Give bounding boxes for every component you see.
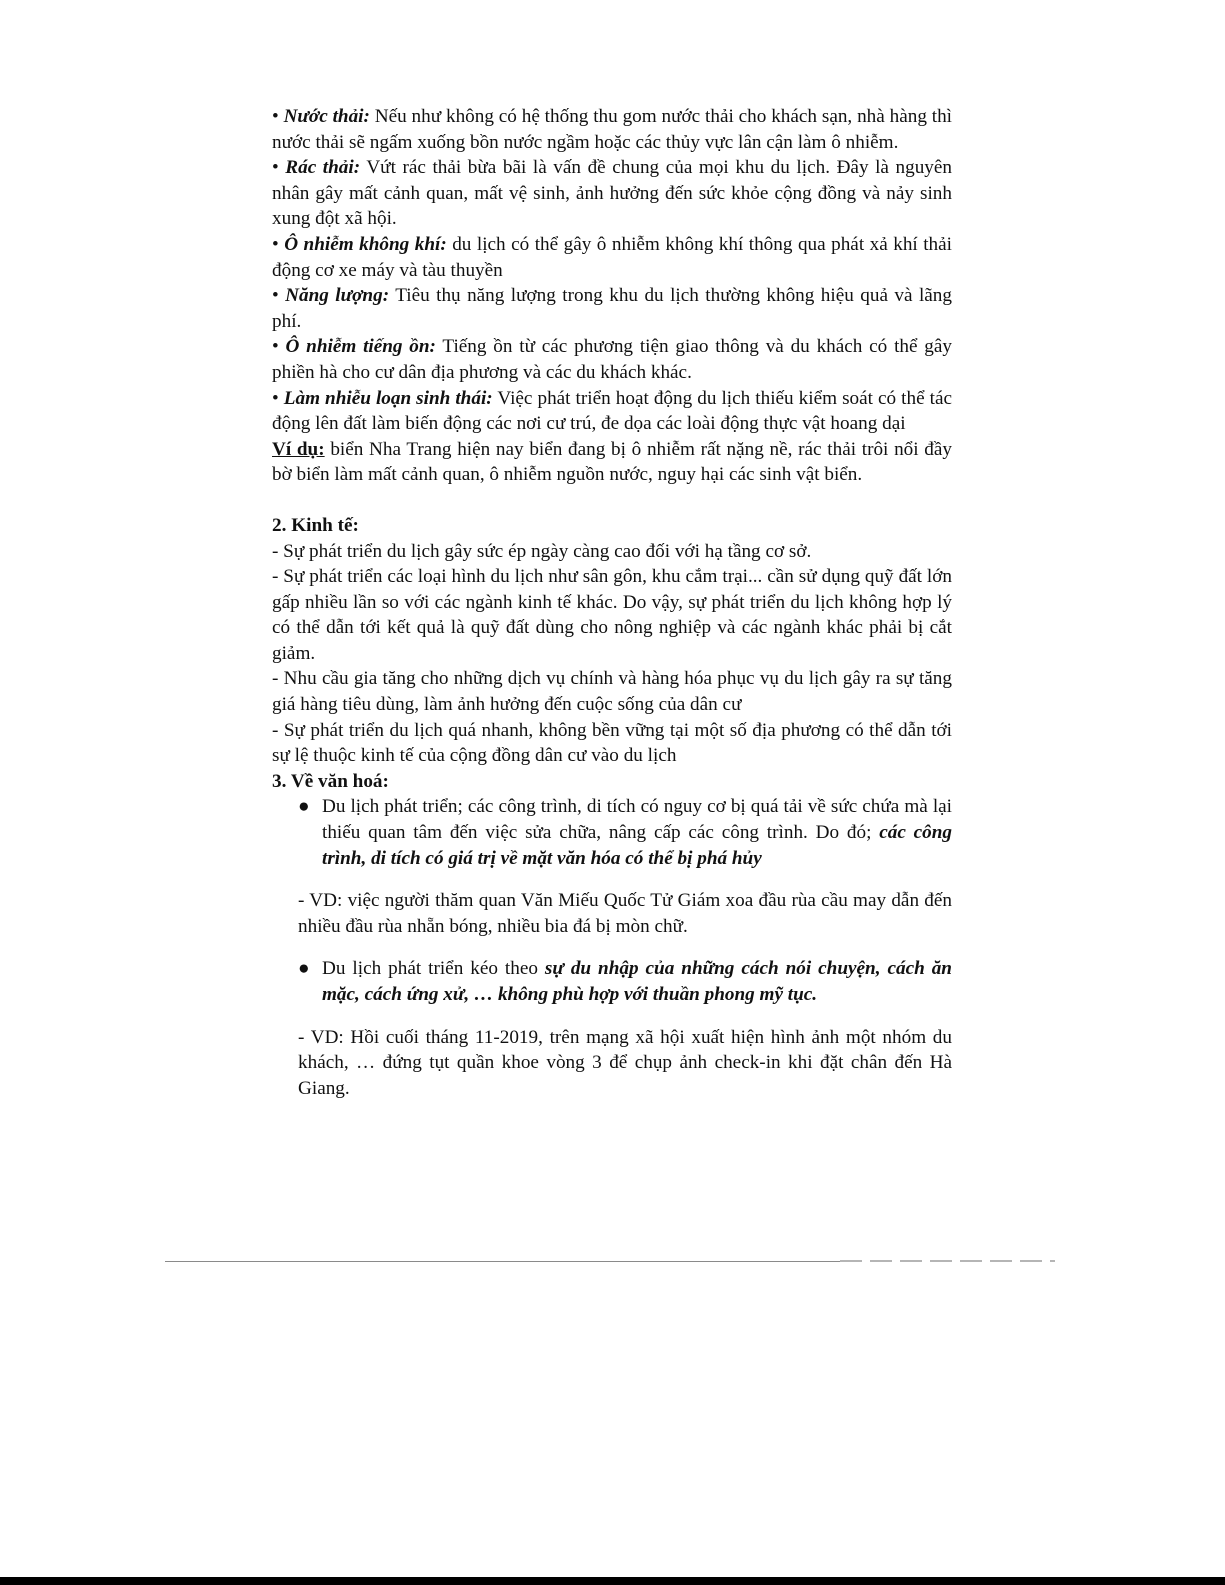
env-garbage-paragraph: • Rác thải: Vứt rác thải bừa bãi là vấn đề chung của mọi khu du lịch. Đây là nguyên nhân gây mất cảnh quan, mất vệ sinh, ảnh hưởng đến sức khỏe cộng đồng và nảy sinh xung đột xã hội.	[272, 157, 953, 230]
culture-heading: 3. Về văn hoá:	[272, 770, 389, 792]
example-text: biển Nha Trang hiện nay biển đang bị ô nhiễm rất nặng nề, rác thải trôi nổi đầy bờ biển làm mất cảnh quan, ô nhiễm nguồn nước, nguy hại các sinh vật biển.	[272, 438, 952, 486]
culture-bullet-2	[272, 956, 952, 1007]
footer-divider	[165, 1261, 840, 1262]
env-wastewater-text: Nếu như không có hệ thống thu gom nước thải cho khách sạn, nhà hàng thì nước thải sẽ ngấm xuống bồn nước ngầm hoặc các thủy vực lân cận làm ô nhiễm.	[272, 106, 953, 153]
env-noise-paragraph: • Ô nhiễm tiếng ồn: Tiếng ồn từ các phương tiện giao thông và du khách có thể gây phiền hà cho cư dân địa phương và các du khách khác.	[272, 336, 952, 383]
economy-point-3: - Nhu cầu gia tăng cho những dịch vụ chính và hàng hóa phục vụ du lịch gây ra sự tăng giá hàng tiêu dùng, làm ảnh hưởng đến cuộc sống của dân cư	[272, 668, 952, 716]
footer-divider-dashes	[840, 1260, 1055, 1262]
economy-heading: 2. Kinh tế:	[272, 514, 359, 536]
env-garbage-term: Rác thải:	[285, 157, 361, 179]
env-air-paragraph: • Ô nhiễm không khí: du lịch có thể gây ô nhiễm không khí thông qua phát xả khí thải động cơ xe máy và tàu thuyền	[272, 233, 952, 281]
env-wastewater-paragraph: • Nước thải: Nếu như không có hệ thống thu gom nước thải cho khách sạn, nhà hàng thì nước thải sẽ ngấm xuống bồn nước ngầm hoặc các thủy vực lân cận làm ô nhiễm.	[272, 106, 953, 153]
env-eco-text: Việc phát triển hoạt động du lịch thiếu kiểm soát có thể tác động lên đất làm biến động các nơi cư trú, đe dọa các loài động thực vật hoang dại	[272, 387, 953, 435]
culture-bullet-2-text: Du lịch phát triển kéo theo	[322, 958, 545, 980]
economy-point-1: - Sự phát triển du lịch gây sức ép ngày càng cao đối với hạ tầng cơ sở.	[272, 540, 812, 562]
document-body	[272, 104, 952, 1101]
spacer	[272, 1008, 952, 1025]
culture-bullet-1	[272, 794, 952, 871]
economy-point-4: - Sự phát triển du lịch quá nhanh, không bền vững tại một số địa phương có thể dẫn tới sự lệ thuộc kinh tế của cộng đồng dân cư vào du lịch	[272, 719, 952, 767]
spacer	[272, 871, 952, 888]
env-energy-text: Tiêu thụ năng lượng trong khu du lịch thường không hiệu quả và lãng phí.	[272, 285, 952, 332]
spacer	[272, 488, 952, 513]
culture-bullet-1-text: Du lịch phát triển; các công trình, di tích có nguy cơ bị quá tải về sức chứa mà lại thiếu quan tâm đến việc sửa chữa, nâng cấp các công trình. Do đó;	[322, 796, 952, 844]
culture-bullet-1-emphasis: các công trình, di tích có giá trị về mặt văn hóa có thể bị phá hủy	[322, 822, 952, 869]
env-energy-term: Năng lượng:	[285, 285, 390, 307]
culture-bullet-2-emphasis: sự du nhập của những cách nói chuyện, cách ăn mặc, cách ứng xử, … không phù hợp với thuần phong mỹ tục.	[322, 958, 952, 1005]
env-air-text: du lịch có thể gây ô nhiễm không khí thông qua phát xả khí thải động cơ xe máy và tàu thuyền	[272, 233, 952, 281]
env-garbage-text: Vứt rác thải bừa bãi là vấn đề chung của mọi khu du lịch. Đây là nguyên nhân gây mất cảnh quan, mất vệ sinh, ảnh hưởng đến sức khỏe cộng đồng và nảy sinh xung đột xã hội.	[272, 157, 953, 230]
env-example-paragraph	[272, 437, 952, 488]
bullet-icon: ●	[298, 958, 310, 980]
env-eco-paragraph: • Làm nhiễu loạn sinh thái: Việc phát triển hoạt động du lịch thiếu kiểm soát có thể tác động lên đất làm biến động các nơi cư trú, đe dọa các loài động thực vật hoang dại	[272, 387, 953, 435]
spacer	[272, 939, 952, 956]
env-noise-text: Tiếng ồn từ các phương tiện giao thông và du khách có thể gây phiền hà cho cư dân địa phương và các du khách khác.	[272, 336, 952, 383]
culture-example-2: - VD: Hồi cuối tháng 11-2019, trên mạng xã hội xuất hiện hình ảnh một nhóm du khách, … đứng tụt quần khoe vòng 3 để chụp ảnh check-in khi đặt chân đến Hà Giang.	[298, 1026, 952, 1099]
env-noise-term: Ô nhiễm tiếng ồn:	[285, 336, 436, 358]
culture-example-1: - VD: việc người thăm quan Văn Miếu Quốc Tử Giám xoa đầu rùa cầu may dẫn đến nhiều đầu rùa nhẵn bóng, nhiều bia đá bị mòn chữ.	[298, 890, 952, 937]
env-air-term: Ô nhiễm không khí:	[284, 233, 447, 255]
bottom-edge-bar	[0, 1577, 1225, 1585]
bullet-icon: ●	[298, 796, 310, 818]
env-wastewater-term: Nước thải:	[283, 106, 370, 127]
env-energy-paragraph: • Năng lượng: Tiêu thụ năng lượng trong khu du lịch thường không hiệu quả và lãng phí.	[272, 285, 952, 332]
economy-point-2: - Sự phát triển các loại hình du lịch như sân gôn, khu cắm trại... cần sử dụng quỹ đất lớn gấp nhiều lần so với các ngành kinh tế khác. Do vậy, sự phát triển du lịch không hợp lý có thể dẫn tới kết quả là quỹ đất dùng cho nông nghiệp và các ngành khác phải bị cắt giảm.	[272, 566, 952, 664]
env-eco-term: Làm nhiễu loạn sinh thái:	[283, 387, 493, 409]
example-label: Ví dụ:	[272, 438, 325, 460]
